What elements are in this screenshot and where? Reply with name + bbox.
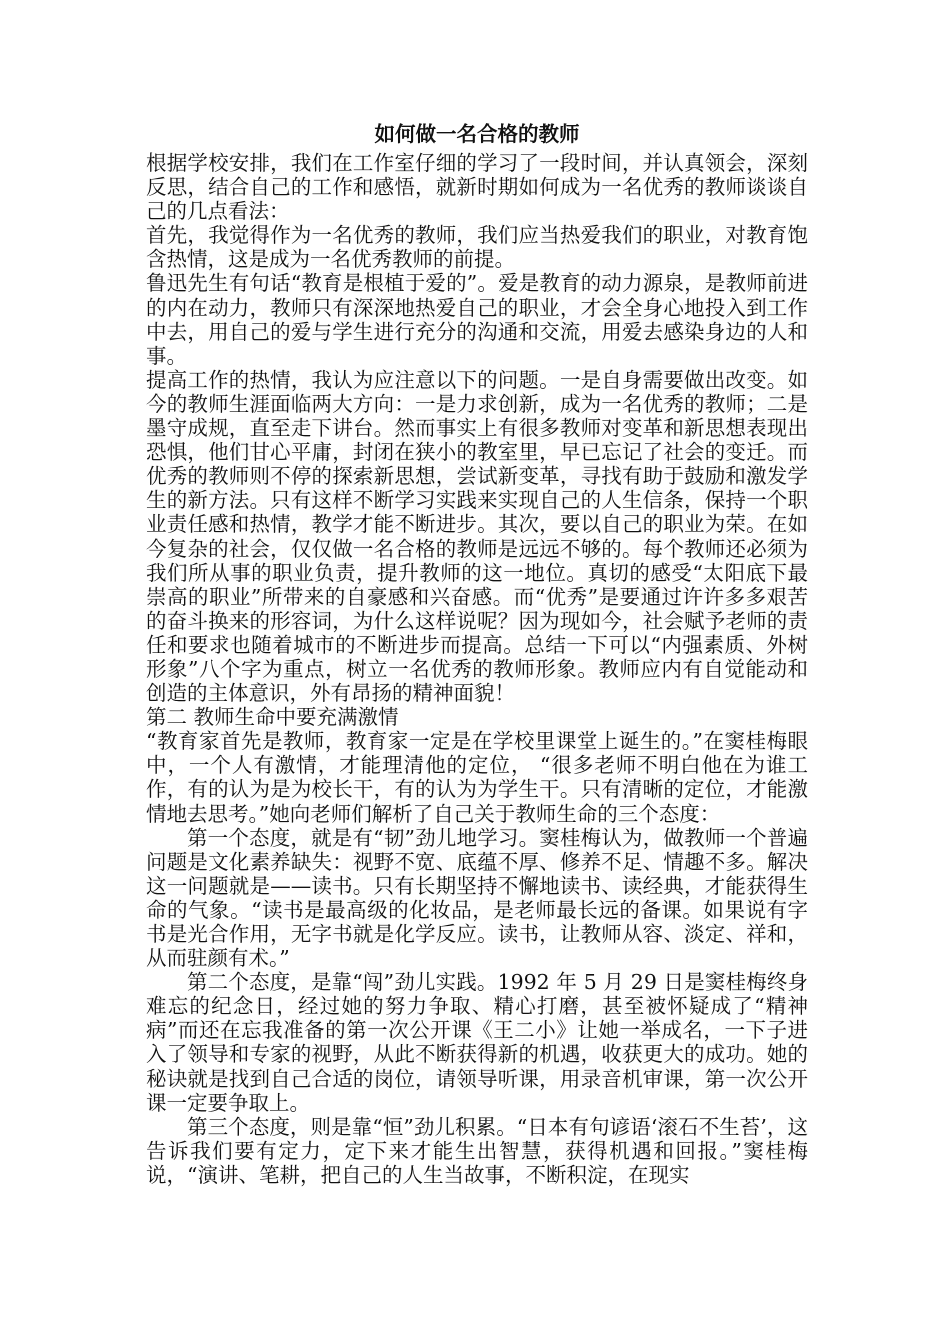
document-page [146,118,808,1187]
paragraph-attitude-one: 第一个态度，就是有“韧”劲儿地学习。窦桂梅认为，做教师一个普遍问题是文化素养缺失：视野不宽、底蕴不厚、修养不足、情趣不多。解决这一问题就是——读书。只有长期坚持不懈地读书、读经典，才能获得生命的气象。“读书是最高级的化妆品，是老师最长远的备课。如果说有字书是光合作用，无字书就是化学反应。读书，让教师从容、淡定、祥和，从而驻颜有术。” [146,825,808,971]
paragraph-intro: 根据学校安排，我们在工作室仔细的学习了一段时间，并认真领会，深刻反思，结合自己的工作和感悟，就新时期如何成为一名优秀的教师谈谈自己的几点看法： [146,151,808,224]
paragraph-first-point: 首先，我觉得作为一名优秀的教师，我们应当热爱我们的职业，对教育饱含热情，这是成为一名优秀教师的前提。 [146,223,808,272]
paragraph-attitude-two: 第二个态度，是靠“闯”劲儿实践。1992 年 5 月 29 日是窦桂梅终身难忘的纪念日，经过她的努力争取、精心打磨，甚至被怀疑成了“精神病”而还在忘我准备的第一次公开课《王二小》让她一举成名，一下子进入了领导和专家的视野，从此不断获得新的机遇，收获更大的成功。她的秘诀就是找到自己合适的岗位，请领导听课，用录音机审课，第一次公开课一定要争取上。 [146,970,808,1115]
paragraph-attitude-three: 第三个态度，则是靠“恒”劲儿积累。“日本有句谚语‘滚石不生苔’，这告诉我们要有定力，定下来才能生出智慧，获得机遇和回报。”窦桂梅说，“演讲、笔耕，把自己的人生当故事，不断积淀，在现实 [146,1114,808,1187]
section-heading-second: 第二 教师生命中要充满激情 [146,705,399,730]
paragraph-work-passion: 提高工作的热情，我认为应注意以下的问题。一是自身需要做出改变。如今的教师生涯面临两大方向：一是力求创新，成为一名优秀的教师；二是墨守成规，直至走下讲台。然而事实上有很多教师对变革和新思想表现出恐惧，他们甘心平庸，封闭在狭小的教室里，早已忘记了社会的变迁。而优秀的教师则不停的探索新思想，尝试新变革，寻找有助于鼓励和激发学生的新方法。只有这样不断学习实践来实现自己的人生信条，保持一个职业责任感和热情，教学才能不断进步。其次，要以自己的职业为荣。在如今复杂的社会，仅仅做一名合格的教师是远远不够的。每个教师还必须为我们所从事的职业负责，提升教师的这一地位。真切的感受“太阳底下最崇高的职业”所带来的自豪感和兴奋感。而“优秀”是要通过许许多多艰苦的奋斗换来的形容词，为什么这样说呢？因为现如今，社会赋予老师的责任和要求也随着城市的不断进步而提高。总结一下可以“内强素质、外树形象”八个字为重点，树立一名优秀的教师形象。教师应内有自觉能动和创造的主体意识，外有昂扬的精神面貌！ [146,367,808,706]
paragraph-educator-quote: “教育家首先是教师，教育家一定是在学校里课堂上诞生的。”在窦桂梅眼中，一个人有激情，才能理清他的定位， “很多老师不明白他在为谁工作，有的认为是为校长干，有的认为为学生干。只有清晰的定位，才能激情地去思考。”她向老师们解析了自己关于教师生命的三个态度： [146,729,808,826]
document-title: 如何做一名合格的教师 [374,122,580,146]
paragraph-luxun-quote: 鲁迅先生有句话“教育是根植于爱的”。爱是教育的动力源泉，是教师前进的内在动力，教师只有深深地热爱自己的职业，才会全身心地投入到工作中去，用自己的爱与学生进行充分的沟通和交流，用爱去感染身边的人和事。 [146,271,808,368]
